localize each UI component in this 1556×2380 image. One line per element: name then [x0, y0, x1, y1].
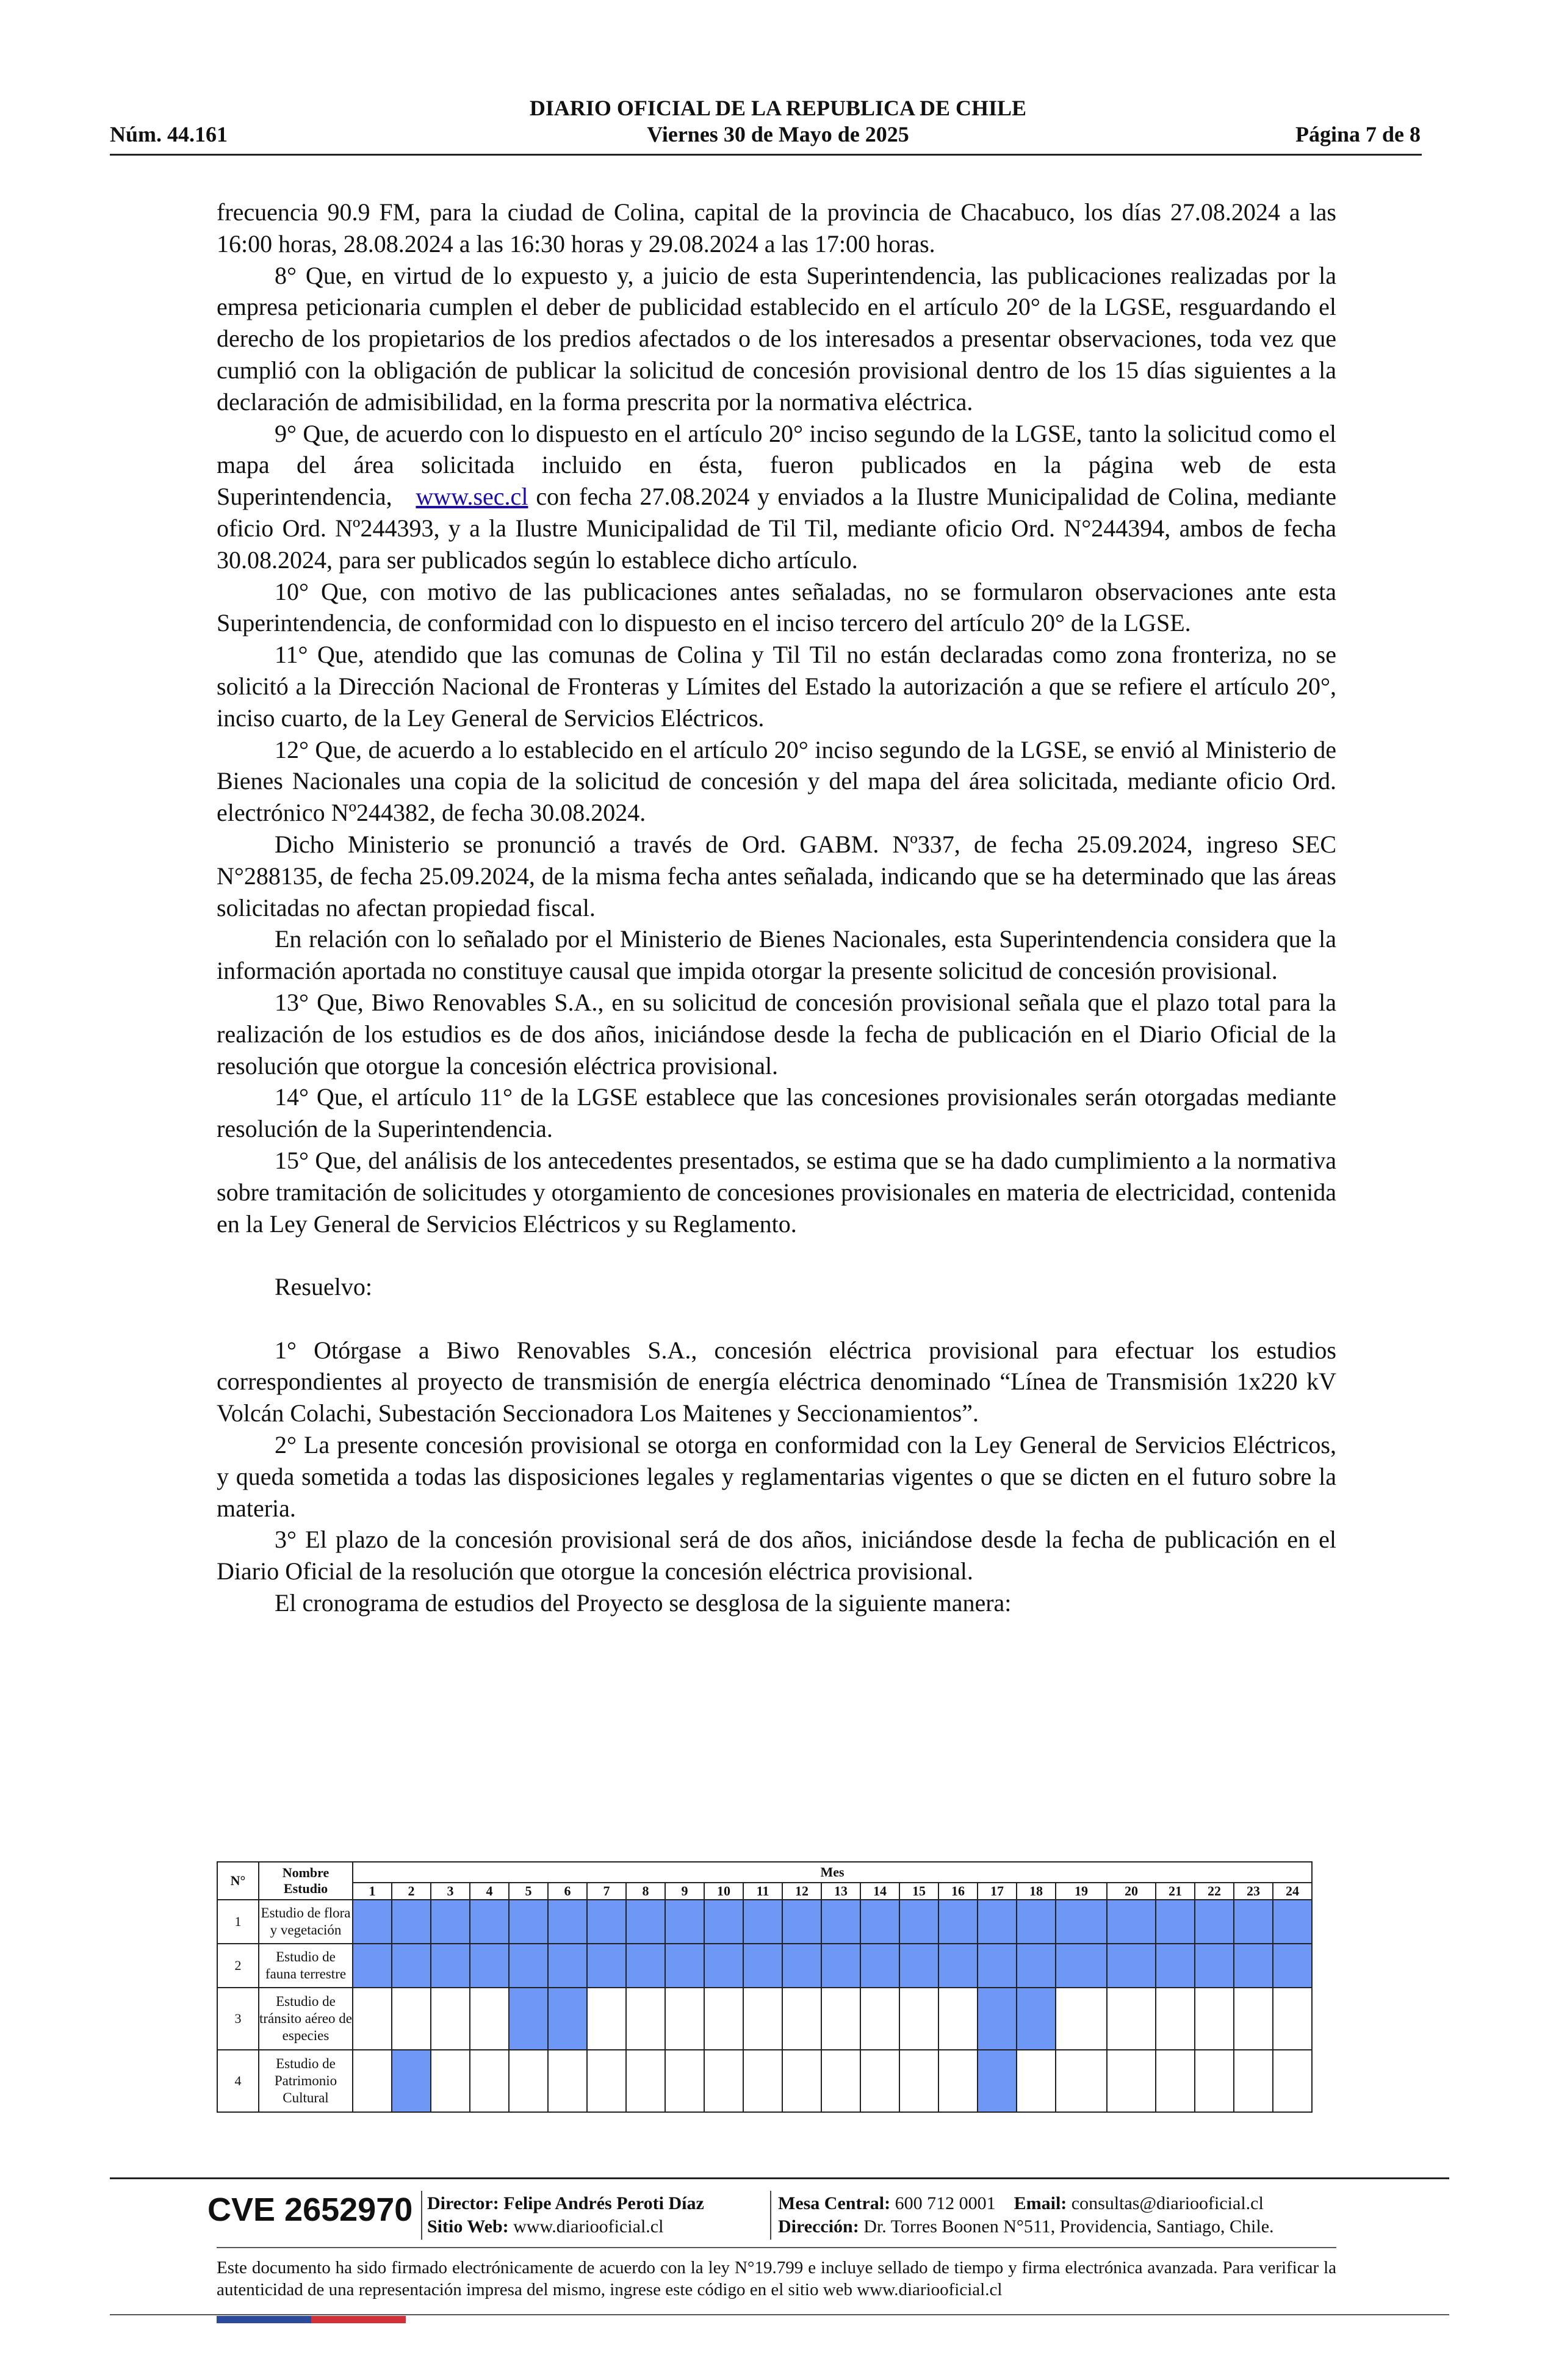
month-header: 4: [470, 1883, 509, 1900]
month-cell-active: [1107, 1900, 1156, 1944]
month-cell-active: [978, 1944, 1017, 1988]
month-header: 8: [626, 1883, 665, 1900]
month-cell: [938, 1988, 978, 2050]
month-cell-active: [821, 1944, 860, 1988]
flag-stripe-blue: [217, 2316, 311, 2323]
director-label: Director:: [427, 2193, 499, 2213]
month-cell-active: [1107, 1944, 1156, 1988]
month-cell-active: [392, 1900, 431, 1944]
study-schedule-table: [217, 1861, 1313, 2113]
month-cell-active: [353, 1944, 392, 1988]
month-cell-active: [978, 1988, 1017, 2050]
month-cell-active: [899, 1900, 938, 1944]
month-header: 24: [1273, 1883, 1312, 1900]
paragraph: 3° El plazo de la concesión provisional será de dos años, iniciándose desde la fecha de publicación en el Diario Oficial de la resolución que otorgue la concesión eléctrica provisional.: [217, 1526, 1336, 1585]
month-cell-active: [353, 1900, 392, 1944]
footer-contact-block: [778, 2192, 1274, 2238]
month-header: 23: [1234, 1883, 1273, 1900]
month-cell-active: [548, 1900, 587, 1944]
month-cell: [743, 1988, 782, 2050]
month-cell-active: [860, 1900, 899, 1944]
month-cell-active: [1195, 1944, 1234, 1988]
month-cell-active: [1017, 1944, 1056, 1988]
month-header: 22: [1195, 1883, 1234, 1900]
month-cell-active: [509, 1944, 548, 1988]
month-cell-active: [1273, 1944, 1312, 1988]
month-cell: [782, 2050, 821, 2112]
issue-number: Núm. 44.161: [110, 122, 228, 146]
study-number: 3: [217, 1988, 259, 2050]
month-cell-active: [470, 1900, 509, 1944]
footer-bottom-divider: [110, 2314, 1449, 2315]
email-value[interactable]: consultas@diariooficial.cl: [1071, 2193, 1264, 2213]
issue-date: Viernes 30 de Mayo de 2025: [647, 122, 909, 146]
col-header-number: N°: [217, 1862, 259, 1900]
month-cell-active: [782, 1944, 821, 1988]
month-cell-active: [704, 1944, 743, 1988]
month-cell-active: [431, 1944, 470, 1988]
month-cell-active: [392, 2050, 431, 2112]
paragraph: El cronograma de estudios del Proyecto se desglosa de la siguiente manera:: [275, 1589, 1012, 1617]
month-cell: [626, 1988, 665, 2050]
month-cell-active: [743, 1944, 782, 1988]
month-cell: [899, 2050, 938, 2112]
month-cell-active: [860, 1944, 899, 1988]
paragraph: 13° Que, Biwo Renovables S.A., en su solicitud de concesión provisional señala que el plazo total para la realización de los estudios es de dos años, iniciándose desde la fecha de publicación en el Diario Oficial de la resolución que otorgue la concesión eléctrica provisional.: [217, 988, 1336, 1080]
month-cell: [704, 2050, 743, 2112]
month-cell: [1195, 1988, 1234, 2050]
month-cell: [860, 2050, 899, 2112]
footer-inner-divider: [217, 2247, 1336, 2248]
footer-divider: [110, 2177, 1449, 2179]
study-name: Estudio de flora y vegetación: [259, 1900, 353, 1944]
paragraph: 10° Que, con motivo de las publicaciones antes señaladas, no se formularon observaciones ante esta Superintendencia, de conformidad con lo dispuesto en el inciso tercero del artículo 20° de la LGSE.: [217, 577, 1336, 637]
cve-code: CVE 2652970: [207, 2191, 413, 2228]
month-cell: [704, 1988, 743, 2050]
month-cell-active: [1056, 1900, 1107, 1944]
month-cell-active: [1156, 1944, 1195, 1988]
paragraph: frecuencia 90.9 FM, para la ciudad de Colina, capital de la provincia de Chacabuco, los días 27.08.2024 a las 16:00 horas, 28.08.2024 a las 16:30 horas y 29.08.2024 a las 17:00 horas.: [217, 198, 1336, 258]
col-header-study-name: Nombre Estudio: [259, 1862, 353, 1900]
sec-website-link[interactable]: www.sec.cl: [416, 483, 528, 511]
director-name: Felipe Andrés Peroti Díaz: [503, 2193, 704, 2213]
month-cell: [1017, 2050, 1056, 2112]
month-cell: [1056, 2050, 1107, 2112]
spacer: [217, 1239, 1336, 1271]
month-cell: [743, 2050, 782, 2112]
paragraph: 12° Que, de acuerdo a lo establecido en el artículo 20° inciso segundo de la LGSE, se envió al Ministerio de Bienes Nacionales una copia de la solicitud de concesión y del mapa del área solicitada, mediante oficio Ord. electrónico Nº244382, de fecha 30.08.2024.: [217, 735, 1336, 827]
month-cell: [1273, 2050, 1312, 2112]
month-cell-active: [665, 1944, 704, 1988]
header-divider: [110, 154, 1422, 156]
month-cell-active: [548, 1988, 587, 2050]
spacer: [217, 1303, 1336, 1335]
footer-separator: [421, 2191, 422, 2240]
month-cell: [782, 1988, 821, 2050]
paragraph-text: con fecha 27.08.2024 y enviados a la Ilustre Municipalidad de Colina, mediante oficio Ord. Nº244393, y a la Ilustre Municipalidad de Til Til, mediante oficio Ord. N°244394, ambos de fecha 30.08.2024, para ser publicados según lo establece dicho artículo.: [217, 483, 1337, 574]
study-name: Estudio de Patrimonio Cultural: [259, 2050, 353, 2112]
month-cell: [1156, 1988, 1195, 2050]
month-header: 6: [548, 1883, 587, 1900]
paragraph: 8° Que, en virtud de lo expuesto y, a juicio de esta Superintendencia, las publicaciones realizadas por la empresa peticionaria cumplen el deber de publicidad establecido en el artículo 20° de la LGSE, resguardando el derecho de los propietarios de los predios afectados o de los interesados a presentar observaciones, toda vez que cumplió con la obligación de publicar la solicitud de concesión provisional dentro de los 15 días siguientes a la declaración de admisibilidad, en la forma prescrita por la normativa eléctrica.: [217, 261, 1336, 416]
month-cell: [821, 1988, 860, 2050]
paragraph: 15° Que, del análisis de los antecedentes presentados, se estima que se ha dado cumplimiento a la normativa sobre tramitación de solicitudes y otorgamiento de concesiones provisionales en materia de electricidad, contenida en la Ley General de Servicios Eléctricos y su Reglamento.: [217, 1146, 1336, 1238]
month-cell-active: [938, 1900, 978, 1944]
month-cell-active: [1234, 1900, 1273, 1944]
paragraph: 14° Que, el artículo 11° de la LGSE establece que las concesiones provisionales serán otorgadas mediante resolución de la Superintendencia.: [217, 1083, 1336, 1143]
month-header: 12: [782, 1883, 821, 1900]
month-header: 20: [1107, 1883, 1156, 1900]
month-header: 7: [587, 1883, 626, 1900]
month-cell: [938, 2050, 978, 2112]
month-cell: [1195, 2050, 1234, 2112]
month-cell-active: [978, 2050, 1017, 2112]
month-header: 2: [392, 1883, 431, 1900]
month-header: 15: [899, 1883, 938, 1900]
month-cell: [470, 1988, 509, 2050]
month-cell: [587, 2050, 626, 2112]
month-cell-active: [704, 1900, 743, 1944]
table-row: [217, 1900, 1312, 1944]
month-cell-active: [1273, 1900, 1312, 1944]
newspaper-title: DIARIO OFICIAL DE LA REPUBLICA DE CHILE: [529, 96, 1027, 120]
flag-stripe-red: [311, 2316, 406, 2323]
month-cell: [665, 1988, 704, 2050]
month-cell-active: [509, 1900, 548, 1944]
month-header: 5: [509, 1883, 548, 1900]
month-cell-active: [1195, 1900, 1234, 1944]
study-name: Estudio de tránsito aéreo de especies: [259, 1988, 353, 2050]
month-cell: [1107, 2050, 1156, 2112]
month-cell-active: [626, 1944, 665, 1988]
month-cell: [431, 2050, 470, 2112]
month-cell: [509, 2050, 548, 2112]
col-header-month: Mes: [353, 1862, 1312, 1883]
month-cell-active: [1017, 1900, 1056, 1944]
month-cell-active: [431, 1900, 470, 1944]
paragraph: 11° Que, atendido que las comunas de Colina y Til Til no están declaradas como zona fronteriza, no se solicitó a la Dirección Nacional de Fronteras y Límites del Estado la autorización a que se refiere el artículo 20°, inciso cuarto, de la Ley General de Servicios Eléctricos.: [217, 641, 1336, 732]
month-header: 9: [665, 1883, 704, 1900]
month-header: 14: [860, 1883, 899, 1900]
table-row: [217, 1944, 1312, 1988]
resuelvo-heading: Resuelvo:: [275, 1273, 372, 1301]
month-cell-active: [782, 1900, 821, 1944]
month-header: 19: [1056, 1883, 1107, 1900]
month-cell-active: [665, 1900, 704, 1944]
month-cell: [587, 1988, 626, 2050]
month-cell-active: [1017, 1988, 1056, 2050]
month-cell: [1273, 1988, 1312, 2050]
study-number: 4: [217, 2050, 259, 2112]
mesa-label: Mesa Central:: [778, 2193, 891, 2213]
month-cell-active: [938, 1944, 978, 1988]
month-cell: [1107, 1988, 1156, 2050]
website-label: Sitio Web:: [427, 2216, 509, 2237]
month-header: 13: [821, 1883, 860, 1900]
month-header: 10: [704, 1883, 743, 1900]
month-cell: [626, 2050, 665, 2112]
paragraph: En relación con lo señalado por el Ministerio de Bienes Nacionales, esta Superintendencia considera que la información aportada no constituye causal que impida otorgar la presente solicitud de concesión provisional.: [217, 925, 1336, 985]
month-cell: [1234, 1988, 1273, 2050]
month-cell: [1056, 1988, 1107, 2050]
month-cell-active: [1056, 1944, 1107, 1988]
month-cell: [353, 2050, 392, 2112]
month-cell: [899, 1988, 938, 2050]
month-cell-active: [899, 1944, 938, 1988]
month-cell: [1234, 2050, 1273, 2112]
address-value: Dr. Torres Boonen N°511, Providencia, Santiago, Chile.: [863, 2216, 1274, 2237]
paragraph: [217, 418, 1336, 576]
month-cell-active: [821, 1900, 860, 1944]
month-cell-active: [470, 1944, 509, 1988]
page-number: Página 7 de 8: [1295, 122, 1421, 146]
footer-director-block: [427, 2192, 704, 2238]
month-cell: [470, 2050, 509, 2112]
website-value[interactable]: www.diariooficial.cl: [513, 2216, 664, 2237]
month-cell-active: [1156, 1900, 1195, 1944]
month-cell-active: [978, 1900, 1017, 1944]
paragraph: 2° La presente concesión provisional se otorga en conformidad con la Ley General de Servicios Eléctricos, y queda sometida a todas las disposiciones legales y reglamentarias vigentes o que se dicten en el futuro sobre la materia.: [217, 1431, 1336, 1522]
electronic-signature-note: Este documento ha sido firmado electrónicamente de acuerdo con la ley N°19.799 e incluye sellado de tiempo y firma electrónica avanzada. Para verificar la autenticidad de una representación impresa del mismo, ingrese este código en el sitio web www.diariooficial.cl: [217, 2258, 1336, 2299]
month-cell-active: [1234, 1944, 1273, 1988]
document-body: [217, 197, 1336, 1619]
month-cell: [431, 1988, 470, 2050]
month-header: 21: [1156, 1883, 1195, 1900]
month-cell: [860, 1988, 899, 2050]
paragraph: 1° Otórgase a Biwo Renovables S.A., concesión eléctrica provisional para efectuar los estudios correspondientes al proyecto de transmisión de energía eléctrica denominado “Línea de Transmisión 1x220 kV Volcán Colachi, Subestación Seccionadora Los Maitenes y Seccionamientos”.: [217, 1336, 1336, 1427]
month-cell-active: [392, 1944, 431, 1988]
month-header: 17: [978, 1883, 1017, 1900]
month-cell: [821, 2050, 860, 2112]
month-header: 16: [938, 1883, 978, 1900]
month-cell-active: [548, 1944, 587, 1988]
table-row: [217, 2050, 1312, 2112]
month-cell: [665, 2050, 704, 2112]
study-name: Estudio de fauna terrestre: [259, 1944, 353, 1988]
study-number: 1: [217, 1900, 259, 1944]
table-row: [217, 1988, 1312, 2050]
mesa-value: 600 712 0001: [895, 2193, 996, 2213]
month-cell: [392, 1988, 431, 2050]
month-cell-active: [587, 1900, 626, 1944]
month-header: 1: [353, 1883, 392, 1900]
month-cell: [353, 1988, 392, 2050]
study-number: 2: [217, 1944, 259, 1988]
month-cell: [1156, 2050, 1195, 2112]
email-label: Email:: [1014, 2193, 1067, 2213]
month-cell: [548, 2050, 587, 2112]
paragraph: Dicho Ministerio se pronunció a través de Ord. GABM. Nº337, de fecha 25.09.2024, ingreso SEC N°288135, de fecha 25.09.2024, de la misma fecha antes señalada, indicando que se ha determinado que las áreas solicitadas no afectan propiedad fiscal.: [217, 830, 1336, 921]
address-label: Dirección:: [778, 2216, 859, 2237]
month-header: 11: [743, 1883, 782, 1900]
month-cell-active: [509, 1988, 548, 2050]
month-header: 3: [431, 1883, 470, 1900]
month-header: 18: [1017, 1883, 1056, 1900]
footer-separator: [770, 2191, 771, 2240]
month-cell-active: [587, 1944, 626, 1988]
month-cell-active: [626, 1900, 665, 1944]
paragraph-text: 9° Que, de acuerdo con lo dispuesto en el artículo 20° inciso segundo de la LGSE, tanto la solicitud como el mapa del área solicitada incluido en ésta, fueron publicados en la página web de esta Superintendencia,: [217, 419, 1336, 511]
month-cell-active: [743, 1900, 782, 1944]
